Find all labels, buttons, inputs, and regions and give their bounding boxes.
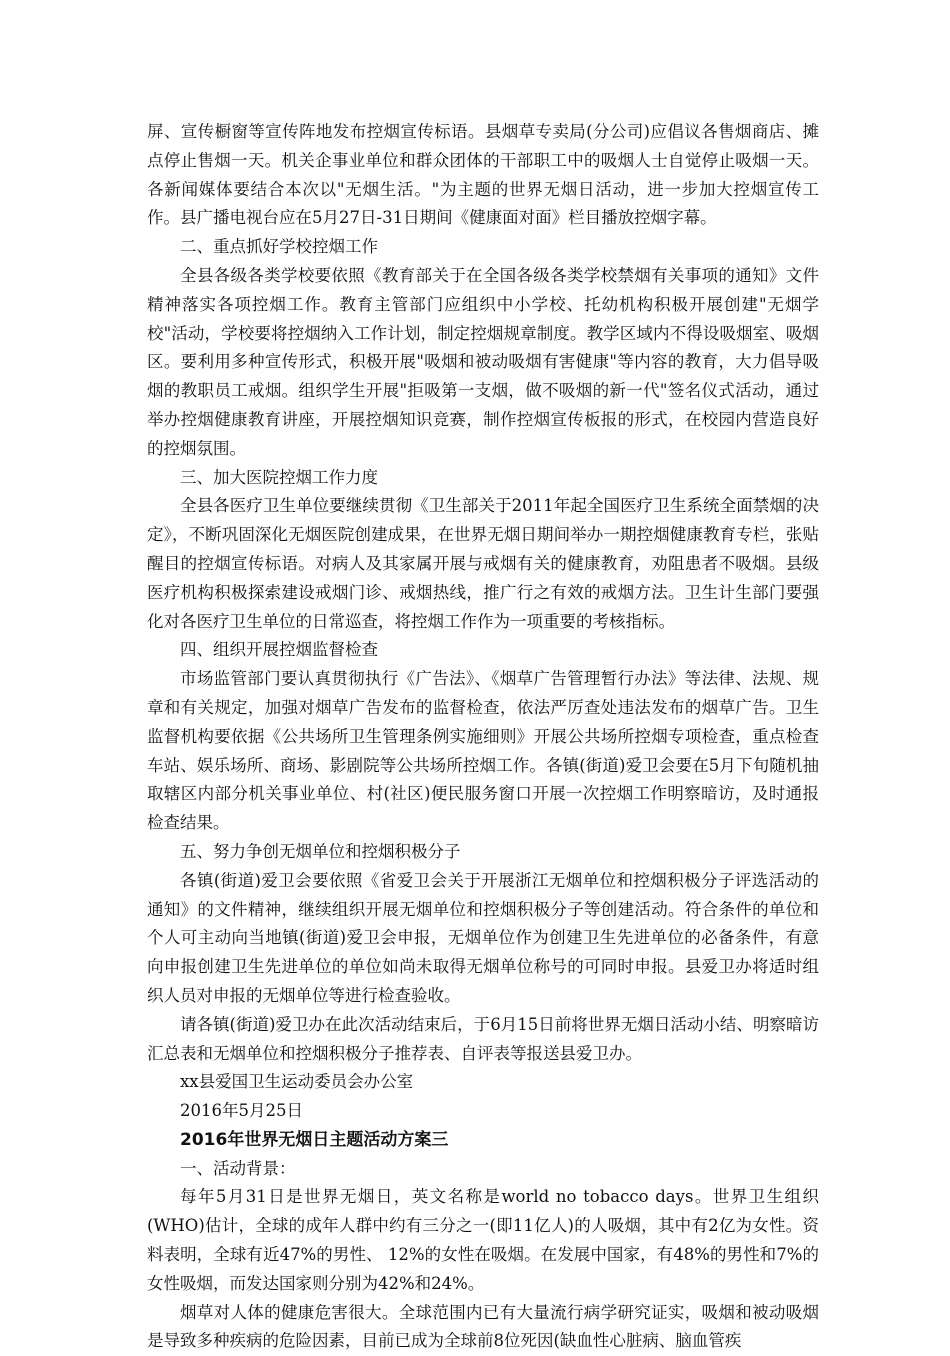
document-page [147,118,819,1356]
section-heading-supervision: 四、组织开展控烟监督检查 [180,640,378,660]
paragraph-schools: 全县各级各类学校要依照《教育部关于在全国各级各类学校禁烟有关事项的通知》文件精神落实各项控烟工作。教育主管部门应组织中小学校、托幼机构积极开展创建"无烟学校"活动，学校要将控烟纳入工作计划，制定控烟规章制度。教学区域内不得设吸烟室、吸烟区。要利用多种宣传形式，积极开展"吸烟和被动吸烟有害健康"等内容的教育，大力倡导吸烟的教职员工戒烟。组织学生开展"拒吸第一支烟，做不吸烟的新一代"签名仪式活动，通过举办控烟健康教育讲座，开展控烟知识竞赛，制作控烟宣传板报的形式，在校园内营造良好的控烟氛围。 [147,265,819,458]
signature-date: 2016年5月25日 [180,1101,303,1121]
paragraph-smoke-free-units: 各镇(街道)爱卫会要依照《省爱卫会关于开展浙江无烟单位和控烟积极分子评选活动的通知》的文件精神，继续组织开展无烟单位和控烟积极分子等创建活动。符合条件的单位和个人可主动向当地镇(街道)爱卫会申报，无烟单位作为创建卫生先进单位的必备条件，有意向申报创建卫生先进单位的单位如尚未取得无烟单位称号的可同时申报。县爱卫办将适时组织人员对申报的无烟单位等进行检查验收。 [147,870,819,1005]
paragraph-hospitals: 全县各医疗卫生单位要继续贯彻《卫生部关于2011年起全国医疗卫生系统全面禁烟的决定》，不断巩固深化无烟医院创建成果，在世界无烟日期间举办一期控烟健康教育专栏，张贴醒目的控烟宣传标语。对病人及其家属开展与戒烟有关的健康教育，劝阻患者不吸烟。县级医疗机构积极探索建设戒烟门诊、戒烟热线，推广行之有效的戒烟方法。卫生计生部门要强化对各医疗卫生单位的日常巡查，将控烟工作作为一项重要的考核指标。 [147,496,819,631]
section-heading-smoke-free-units: 五、努力争创无烟单位和控烟积极分子 [180,841,461,861]
section-heading-schools: 二、重点抓好学校控烟工作 [180,237,378,257]
paragraph-background-statistics: 每年5月31日是世界无烟日，英文名称是world no tobacco days。世界卫生组织(WHO)估计，全球的成年人群中约有三分之一(即11亿人)的人吸烟，其中有2亿为女性。资料表明，全球有近47%的男性、 12%的女性在吸烟。在发展中国家，有48%的男性和7%的女性吸烟，而发达国家则分别为42%和24%。 [147,1187,819,1293]
paragraph-supervision: 市场监管部门要认真贯彻执行《广告法》、《烟草广告管理暂行办法》等法律、法规、规章和有关规定，加强对烟草广告发布的监督检查，依法严厉查处违法发布的烟草广告。卫生监督机构要依据《公共场所卫生管理条例实施细则》开展公共场所控烟专项检查，重点检查车站、娱乐场所、商场、影剧院等公共场所控烟工作。各镇(街道)爱卫会要在5月下旬随机抽取辖区内部分机关事业单位、村(社区)便民服务窗口开展一次控烟工作明察暗访，及时通报检查结果。 [147,669,819,833]
paragraph-submission-request: 请各镇(街道)爱卫办在此次活动结束后，于6月15日前将世界无烟日活动小结、明察暗访汇总表和无烟单位和控烟积极分子推荐表、自评表等报送县爱卫办。 [147,1014,819,1063]
paragraph-intro-continued: 屏、宣传橱窗等宣传阵地发布控烟宣传标语。县烟草专卖局(分公司)应倡议各售烟商店、摊点停止售烟一天。机关企事业单位和群众团体的干部职工中的吸烟人士自觉停止吸烟一天。各新闻媒体要结合本次以"无烟生活。"为主题的世界无烟日活动，进一步加大控烟宣传工作。县广播电视台应在5月27日-31日期间《健康面对面》栏目播放控烟字幕。 [147,122,819,228]
plan-three-title: 2016年世界无烟日主题活动方案三 [180,1129,449,1150]
section-heading-background: 一、活动背景： [180,1158,296,1178]
signature-office: xx县爱国卫生运动委员会办公室 [180,1072,414,1092]
section-heading-hospitals: 三、加大医院控烟工作力度 [180,467,378,487]
paragraph-health-hazards: 烟草对人体的健康危害很大。全球范围内已有大量流行病学研究证实，吸烟和被动吸烟是导致多种疾病的危险因素，目前已成为全球前8位死因(缺血性心脏病、脑血管疾 [147,1302,819,1351]
